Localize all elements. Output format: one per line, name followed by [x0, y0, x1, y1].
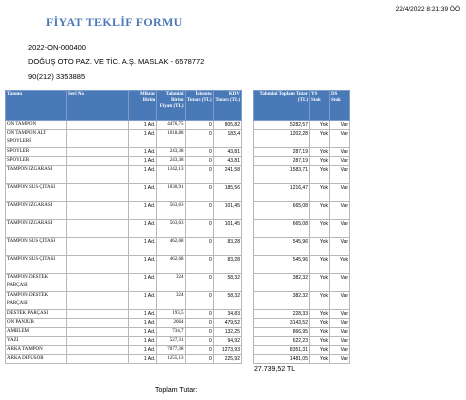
item-name-cell: ARKA TAMPON: [6, 346, 67, 355]
ds-stock-cell: Var: [330, 157, 350, 166]
vat-cell: 805,82: [213, 121, 241, 130]
table-row: [254, 157, 350, 166]
unit-price-cell: 734,7: [157, 328, 185, 337]
vat-cell: 132,25: [213, 328, 241, 337]
discount-cell: 0: [185, 148, 213, 157]
table-row: [254, 148, 350, 157]
table-row: [254, 238, 350, 256]
total-cell: 382,32: [254, 292, 310, 310]
vat-cell: 58,32: [213, 292, 241, 310]
table-row: [254, 310, 350, 319]
ds-stock-cell: Var: [330, 337, 350, 346]
total-cell: 1216,47: [254, 184, 310, 202]
ys-stock-cell: Yok: [310, 121, 330, 130]
discount-cell: 0: [185, 220, 213, 238]
total-cell: 3143,52: [254, 319, 310, 328]
table-row: [6, 130, 242, 148]
discount-cell: 0: [185, 184, 213, 202]
unit-price-cell: 243,38: [157, 157, 185, 166]
unit-price-cell: 324: [157, 292, 185, 310]
total-cell: 287,19: [254, 148, 310, 157]
ds-stock-cell: Var: [330, 310, 350, 319]
unit-price-cell: 243,38: [157, 148, 185, 157]
column-header-ys-stock: YS Stok: [310, 91, 330, 121]
table-row: [6, 220, 242, 238]
ys-stock-cell: Yok: [310, 202, 330, 220]
item-name-cell: ÖN TAMPON: [6, 121, 67, 130]
form-title: FİYAT TEKLİF FORMU: [46, 15, 183, 29]
table-row: [254, 220, 350, 238]
document-number: 2022-ON-000400: [28, 43, 86, 52]
ds-stock-cell: Var: [330, 328, 350, 337]
ys-stock-cell: Yok: [310, 328, 330, 337]
ys-stock-cell: Yok: [310, 166, 330, 184]
table-row: [6, 238, 242, 256]
table-row: [6, 184, 242, 202]
quantity-cell: 1 Ad.: [129, 319, 157, 328]
total-cell: 665,08: [254, 220, 310, 238]
quantity-cell: 1 Ad.: [129, 184, 157, 202]
vat-cell: 479,52: [213, 319, 241, 328]
ys-stock-cell: Yok: [310, 319, 330, 328]
quantity-cell: 1 Ad.: [129, 355, 157, 364]
unit-price-cell: 462,68: [157, 238, 185, 256]
print-timestamp: 22/4/2022 8:21:39 ÖÖ: [395, 6, 460, 13]
table-row: [254, 256, 350, 274]
total-cell: 8351,31: [254, 346, 310, 355]
column-header-total: Tahmini Toplam Tutar (TL): [254, 91, 310, 121]
item-name-cell: DESTEK PARÇASI: [6, 310, 67, 319]
quantity-cell: 1 Ad.: [129, 310, 157, 319]
ds-stock-cell: Var: [330, 220, 350, 238]
grand-total-label: Toplam Tutar:: [155, 387, 198, 394]
column-header-vat: KDV Tutarı (TL): [213, 91, 241, 121]
item-name-cell: SPOYLER: [6, 157, 67, 166]
discount-cell: 0: [185, 157, 213, 166]
ys-stock-cell: Yok: [310, 310, 330, 319]
ys-stock-cell: Yok: [310, 256, 330, 274]
serial-cell: [66, 166, 128, 184]
table-row: [6, 157, 242, 166]
unit-price-cell: 563,63: [157, 202, 185, 220]
table-row: [254, 346, 350, 355]
item-name-cell: SPOYLER: [6, 148, 67, 157]
vat-cell: 34,83: [213, 310, 241, 319]
ys-stock-cell: Yok: [310, 130, 330, 148]
ds-stock-cell: Yok: [330, 256, 350, 274]
quantity-cell: 1 Ad.: [129, 337, 157, 346]
table-row: [254, 319, 350, 328]
discount-cell: 0: [185, 328, 213, 337]
vat-cell: 83,28: [213, 238, 241, 256]
table-header-row: [6, 91, 242, 121]
table-row: [6, 121, 242, 130]
quantity-cell: 1 Ad.: [129, 121, 157, 130]
column-header-name: Tanımı: [6, 91, 67, 121]
item-name-cell: TAMPON IZGARASI: [6, 202, 67, 220]
table-row: [6, 274, 242, 292]
vat-cell: 183,4: [213, 130, 241, 148]
quantity-cell: 1 Ad.: [129, 166, 157, 184]
serial-cell: [66, 310, 128, 319]
quantity-cell: 1 Ad.: [129, 130, 157, 148]
ds-stock-cell: Var: [330, 292, 350, 310]
serial-cell: [66, 130, 128, 148]
item-name-cell: TAMPON IZGARASI: [6, 166, 67, 184]
table-row: [254, 130, 350, 148]
table-row: [254, 166, 350, 184]
unit-price-cell: 7077,38: [157, 346, 185, 355]
quote-totals-table: [253, 90, 350, 364]
table-row: [6, 202, 242, 220]
unit-price-cell: 1030,91: [157, 184, 185, 202]
table-row: [6, 256, 242, 274]
discount-cell: 0: [185, 319, 213, 328]
discount-cell: 0: [185, 256, 213, 274]
quantity-cell: 1 Ad.: [129, 292, 157, 310]
discount-cell: 0: [185, 238, 213, 256]
ys-stock-cell: Yok: [310, 346, 330, 355]
item-name-cell: YAZI: [6, 337, 67, 346]
serial-cell: [66, 337, 128, 346]
serial-cell: [66, 346, 128, 355]
ds-stock-cell: Var: [330, 121, 350, 130]
column-header-ds-stock: DS Stok: [330, 91, 350, 121]
total-cell: 1202,28: [254, 130, 310, 148]
table-row: [6, 310, 242, 319]
serial-cell: [66, 121, 128, 130]
quantity-cell: 1 Ad.: [129, 157, 157, 166]
total-cell: 228,33: [254, 310, 310, 319]
unit-price-cell: 2664: [157, 319, 185, 328]
discount-cell: 0: [185, 130, 213, 148]
ds-stock-cell: Var: [330, 202, 350, 220]
table-row: [254, 328, 350, 337]
table-row: [254, 202, 350, 220]
serial-cell: [66, 256, 128, 274]
ys-stock-cell: Yok: [310, 157, 330, 166]
unit-price-cell: 563,63: [157, 220, 185, 238]
company-phone: 90(212) 3353885: [28, 72, 86, 81]
ds-stock-cell: Var: [330, 238, 350, 256]
quantity-cell: 1 Ad.: [129, 238, 157, 256]
item-name-cell: ÖN PANJUR: [6, 319, 67, 328]
serial-cell: [66, 220, 128, 238]
discount-cell: 0: [185, 337, 213, 346]
vat-cell: 1273,93: [213, 346, 241, 355]
column-header-quantity: Miktar Birim: [129, 91, 157, 121]
table-row: [254, 121, 350, 130]
item-name-cell: TAMPON SÜS ÇITASI: [6, 256, 67, 274]
total-cell: 287,19: [254, 157, 310, 166]
vat-cell: 185,56: [213, 184, 241, 202]
ds-stock-cell: Var: [330, 355, 350, 364]
unit-price-cell: 1342,13: [157, 166, 185, 184]
vat-cell: 58,32: [213, 274, 241, 292]
item-name-cell: TAMPON IZGARASI: [6, 220, 67, 238]
serial-cell: [66, 238, 128, 256]
table-row: [6, 319, 242, 328]
item-name-cell: ÖN TAMPON ALT SPOYLERİ: [6, 130, 67, 148]
quantity-cell: 1 Ad.: [129, 346, 157, 355]
quantity-cell: 1 Ad.: [129, 256, 157, 274]
item-name-cell: ARKA DİFÜSÖR: [6, 355, 67, 364]
vat-cell: 43,81: [213, 148, 241, 157]
serial-cell: [66, 157, 128, 166]
discount-cell: 0: [185, 202, 213, 220]
total-cell: 545,96: [254, 256, 310, 274]
serial-cell: [66, 274, 128, 292]
ds-stock-cell: Var: [330, 346, 350, 355]
total-cell: 665,08: [254, 202, 310, 220]
quantity-cell: 1 Ad.: [129, 220, 157, 238]
table-row: [6, 346, 242, 355]
ds-stock-cell: Var: [330, 184, 350, 202]
total-cell: 5282,57: [254, 121, 310, 130]
table-row: [6, 166, 242, 184]
vat-cell: 43,81: [213, 157, 241, 166]
ds-stock-cell: Var: [330, 319, 350, 328]
company-name: DOĞUŞ OTO PAZ. VE TİC. A.Ş. MASLAK - 6578772: [28, 57, 205, 66]
ys-stock-cell: Yok: [310, 148, 330, 157]
vat-cell: 101,45: [213, 202, 241, 220]
ys-stock-cell: Yok: [310, 220, 330, 238]
table-row: [6, 328, 242, 337]
total-cell: 622,23: [254, 337, 310, 346]
quantity-cell: 1 Ad.: [129, 202, 157, 220]
column-header-discount: İskonto Tutarı (TL): [185, 91, 213, 121]
total-cell: 866,95: [254, 328, 310, 337]
column-header-serial: Seri No: [66, 91, 128, 121]
vat-cell: 94,92: [213, 337, 241, 346]
table-row: [254, 292, 350, 310]
item-name-cell: TAMPON DESTEK PARÇASI: [6, 274, 67, 292]
vat-cell: 101,45: [213, 220, 241, 238]
grand-total-value: 27.739,52 TL: [254, 366, 296, 373]
unit-price-cell: 324: [157, 274, 185, 292]
total-cell: 1583,71: [254, 166, 310, 184]
quantity-cell: 1 Ad.: [129, 148, 157, 157]
ys-stock-cell: Yok: [310, 337, 330, 346]
ys-stock-cell: Yok: [310, 292, 330, 310]
serial-cell: [66, 184, 128, 202]
unit-price-cell: 1018,88: [157, 130, 185, 148]
ds-stock-cell: Var: [330, 166, 350, 184]
serial-cell: [66, 355, 128, 364]
item-name-cell: TAMPON DESTEK PARÇASI: [6, 292, 67, 310]
unit-price-cell: 4476,75: [157, 121, 185, 130]
table-row: [6, 337, 242, 346]
table-row: [254, 355, 350, 364]
table-row: [6, 355, 242, 364]
table-row: [254, 337, 350, 346]
discount-cell: 0: [185, 274, 213, 292]
column-header-unit-price: Tahmini Birim Fiyatı (TL): [157, 91, 185, 121]
ds-stock-cell: Var: [330, 274, 350, 292]
table-row: [254, 184, 350, 202]
unit-price-cell: 527,31: [157, 337, 185, 346]
discount-cell: 0: [185, 346, 213, 355]
ys-stock-cell: Yok: [310, 238, 330, 256]
quote-items-table: [5, 90, 242, 364]
item-name-cell: TAMPON SÜS ÇITASI: [6, 238, 67, 256]
table-header-row: [254, 91, 350, 121]
item-name-cell: TAMPON SÜS ÇITASI: [6, 184, 67, 202]
ys-stock-cell: Yok: [310, 184, 330, 202]
item-name-cell: AMBLEM: [6, 328, 67, 337]
serial-cell: [66, 319, 128, 328]
discount-cell: 0: [185, 310, 213, 319]
total-cell: 382,32: [254, 274, 310, 292]
vat-cell: 83,28: [213, 256, 241, 274]
table-row: [6, 292, 242, 310]
serial-cell: [66, 328, 128, 337]
quantity-cell: 1 Ad.: [129, 274, 157, 292]
table-row: [254, 274, 350, 292]
serial-cell: [66, 148, 128, 157]
total-cell: 545,96: [254, 238, 310, 256]
discount-cell: 0: [185, 121, 213, 130]
total-cell: 1481,05: [254, 355, 310, 364]
quantity-cell: 1 Ad.: [129, 328, 157, 337]
serial-cell: [66, 292, 128, 310]
serial-cell: [66, 202, 128, 220]
discount-cell: 0: [185, 292, 213, 310]
unit-price-cell: 1255,13: [157, 355, 185, 364]
ds-stock-cell: Var: [330, 130, 350, 148]
vat-cell: 241,58: [213, 166, 241, 184]
discount-cell: 0: [185, 355, 213, 364]
unit-price-cell: 462,68: [157, 256, 185, 274]
unit-price-cell: 193,5: [157, 310, 185, 319]
ds-stock-cell: Var: [330, 148, 350, 157]
discount-cell: 0: [185, 166, 213, 184]
ys-stock-cell: Yok: [310, 355, 330, 364]
vat-cell: 225,92: [213, 355, 241, 364]
ys-stock-cell: Yok: [310, 274, 330, 292]
table-row: [6, 148, 242, 157]
